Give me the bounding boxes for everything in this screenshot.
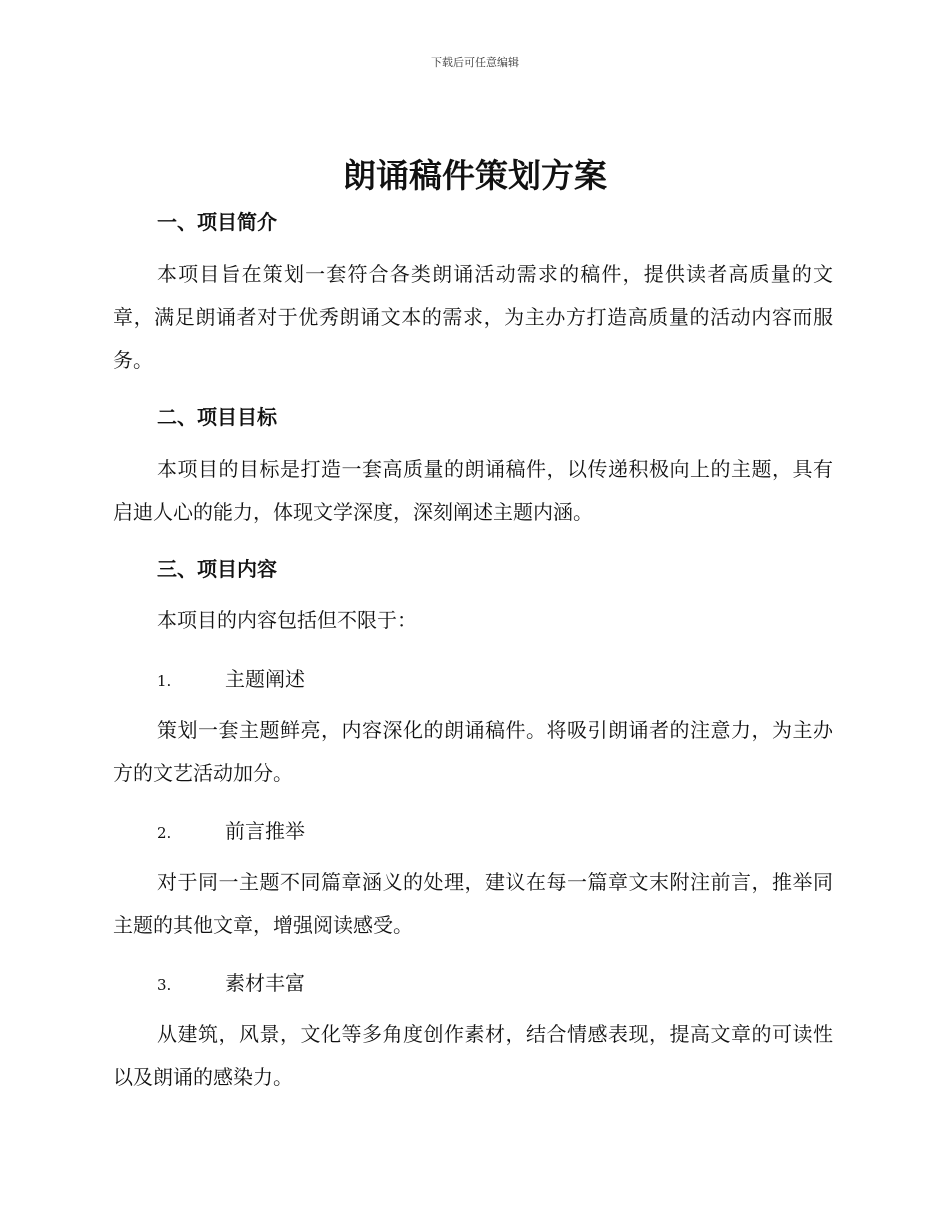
list-paragraph-materials: 从建筑，风景，文化等多角度创作素材，结合情感表现，提高文章的可读性以及朗诵的感染力。	[113, 1022, 833, 1089]
list-number: 1.	[157, 672, 172, 690]
header-note: 下载后可任意编辑	[431, 56, 519, 69]
section-heading-content: 三、项目内容	[157, 557, 277, 581]
section-paragraph-content: 本项目的内容包括但不限于：	[157, 608, 417, 632]
list-item-theme	[157, 663, 305, 692]
list-item-preface	[157, 815, 305, 844]
document-title: 朗诵稿件策划方案	[343, 156, 607, 195]
list-label: 前言推举	[225, 819, 305, 843]
section-heading-goal: 二、项目目标	[157, 405, 277, 429]
section-heading-intro: 一、项目简介	[157, 210, 277, 234]
list-number: 2.	[157, 824, 172, 842]
section-paragraph-intro: 本项目旨在策划一套符合各类朗诵活动需求的稿件，提供读者高质量的文章，满足朗诵者对于优秀朗诵文本的需求，为主办方打造高质量的活动内容而服务。	[113, 262, 833, 372]
section-paragraph-goal: 本项目的目标是打造一套高质量的朗诵稿件，以传递积极向上的主题，具有启迪人心的能力，体现文学深度，深刻阐述主题内涵。	[113, 457, 833, 524]
list-paragraph-preface: 对于同一主题不同篇章涵义的处理，建议在每一篇章文末附注前言，推举同主题的其他文章，增强阅读感受。	[113, 870, 833, 937]
list-label: 素材丰富	[225, 971, 305, 995]
list-label: 主题阐述	[225, 667, 305, 691]
list-paragraph-theme: 策划一套主题鲜亮，内容深化的朗诵稿件。将吸引朗诵者的注意力，为主办方的文艺活动加分。	[113, 718, 833, 785]
list-number: 3.	[157, 976, 172, 994]
list-item-materials	[157, 967, 305, 996]
